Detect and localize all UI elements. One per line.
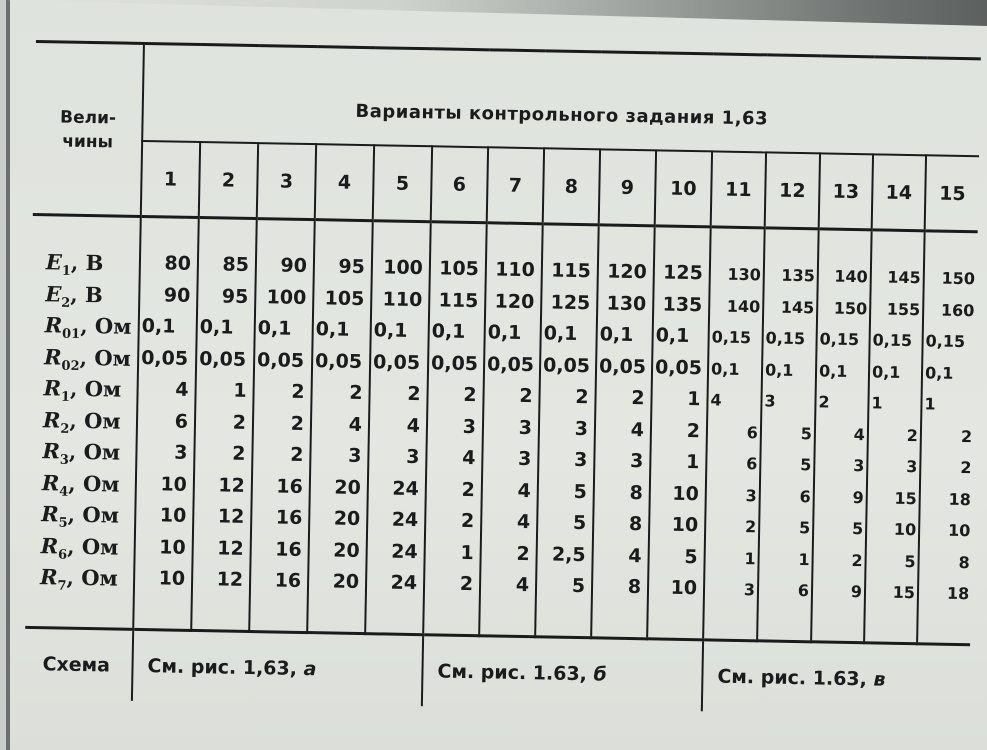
variant-values-column	[647, 226, 711, 640]
value-cell: 2	[960, 426, 973, 446]
variants-table	[24, 40, 981, 716]
variant-values-column	[365, 221, 431, 635]
quantity-subscript: 1	[60, 389, 71, 405]
value-cell: 0,1	[818, 360, 848, 381]
quantity-subscript: 2	[61, 295, 71, 311]
quantity-label	[41, 498, 135, 531]
value-cell: 10	[158, 567, 186, 590]
value-cell: 6	[746, 454, 758, 474]
quantity-label	[43, 372, 137, 405]
value-cell: 120	[606, 260, 648, 284]
quantity-symbol: R	[43, 343, 62, 370]
quantity-symbol: R	[43, 375, 62, 401]
value-cell: 20	[334, 476, 362, 499]
value-cell: 1	[798, 549, 810, 569]
value-cell: 0,1	[655, 324, 690, 348]
variant-values-column	[307, 220, 373, 634]
value-cell: 115	[550, 259, 592, 283]
value-cell: 0,05	[198, 347, 247, 371]
value-cell: 3	[629, 449, 644, 473]
variant-number: 12	[765, 153, 820, 229]
value-cell: 3	[745, 485, 757, 505]
variant-number: 4	[315, 145, 374, 221]
value-cell: 24	[391, 540, 418, 563]
value-cell: 5	[904, 551, 916, 571]
quantity-unit: , В	[70, 281, 104, 307]
value-cell: 0,1	[141, 314, 176, 338]
value-cell: 2	[232, 442, 246, 465]
variant-values-column	[864, 230, 925, 644]
quantity-unit: , Ом	[79, 344, 132, 371]
value-cell: 2	[459, 572, 474, 596]
quantities-header-line1: Вели-	[59, 107, 117, 129]
scheme-ref-a-letter: а	[303, 658, 317, 681]
variant-values-column	[757, 228, 819, 642]
value-cell: 140	[834, 266, 868, 287]
quantity-label	[40, 561, 134, 594]
variant-number: 10	[655, 151, 712, 227]
value-cell: 12	[216, 568, 244, 591]
quantity-symbol: R	[40, 532, 59, 558]
value-cell: 0,05	[140, 346, 189, 370]
value-cell: 0,15	[819, 329, 860, 350]
variant-values-column	[917, 231, 978, 645]
quantity-unit: , Ом	[67, 533, 119, 560]
value-cell: 0,1	[373, 319, 408, 342]
value-cell: 95	[221, 284, 249, 308]
value-cell: 4	[853, 424, 866, 444]
value-cell: 110	[494, 258, 536, 282]
variant-number: 11	[711, 152, 766, 228]
value-cell: 10	[670, 576, 698, 600]
value-cell: 3	[764, 391, 776, 411]
value-cell: 10	[671, 513, 699, 537]
quantity-symbol: R	[42, 438, 61, 464]
value-cell: 8	[958, 552, 970, 572]
value-cell: 2	[818, 392, 830, 412]
quantity-unit: , В	[70, 249, 104, 276]
value-cell: 150	[833, 298, 868, 318]
variant-values-column	[591, 225, 655, 639]
value-cell: 3	[573, 448, 588, 472]
value-cell: 150	[941, 268, 976, 289]
value-cell: 0,05	[256, 348, 305, 372]
variant-values-column	[191, 218, 257, 632]
scheme-ref-a-text: См. рис. 1,63,	[147, 655, 304, 681]
value-cell: 10	[947, 520, 971, 541]
variant-values-column	[811, 229, 872, 643]
value-cell: 2	[232, 411, 247, 434]
value-cell: 20	[333, 507, 361, 531]
quantity-unit: , Ом	[66, 564, 119, 591]
value-cell: 4	[461, 446, 476, 470]
value-cell: 2	[460, 509, 475, 533]
variant-values-column	[703, 227, 765, 641]
quantity-label	[45, 278, 139, 311]
value-cell: 3	[743, 580, 756, 600]
value-cell: 2,5	[551, 543, 586, 566]
variant-number: 3	[257, 143, 316, 219]
value-cell: 2	[631, 386, 645, 410]
value-cell: 3	[518, 416, 533, 439]
value-cell: 155	[886, 299, 921, 319]
value-cell: 145	[887, 267, 921, 288]
value-cell: 2	[906, 425, 919, 445]
value-cell: 3	[462, 415, 477, 438]
value-cell: 2	[744, 517, 757, 537]
value-cell: 115	[438, 288, 479, 312]
value-cell: 5	[800, 423, 813, 443]
value-cell: 100	[383, 256, 424, 280]
value-cell: 1	[924, 394, 936, 414]
scheme-label: Схема	[24, 627, 133, 700]
value-cell: 5	[800, 455, 812, 475]
quantity-label	[43, 404, 137, 437]
value-cell: 0,05	[372, 350, 421, 374]
value-cell: 2	[461, 478, 476, 501]
value-cell: 9	[850, 582, 863, 602]
value-cell: 130	[606, 292, 647, 315]
quantity-label	[42, 435, 136, 468]
quantity-label	[40, 530, 134, 563]
scheme-ref-c-text: См. рис. 1.63,	[717, 665, 874, 691]
value-cell: 0,15	[872, 330, 913, 351]
quantity-unit: , Ом	[68, 438, 121, 465]
value-cell: 0,15	[925, 331, 966, 352]
value-cell: 6	[797, 581, 810, 601]
value-cell: 2	[686, 419, 701, 442]
variant-number: 15	[925, 156, 980, 232]
value-cell: 5	[851, 519, 864, 539]
value-cell: 24	[391, 508, 419, 532]
variant-number: 14	[872, 155, 926, 231]
value-cell: 145	[780, 297, 815, 317]
variant-values-column	[133, 216, 199, 630]
value-cell: 20	[333, 539, 360, 562]
variant-values-column	[535, 224, 599, 638]
value-cell: 105	[439, 257, 480, 281]
quantity-symbol: E	[45, 280, 62, 307]
value-cell: 0,1	[315, 318, 350, 341]
values-row	[25, 214, 978, 644]
quantity-symbol: E	[45, 249, 63, 275]
value-cell: 0,05	[314, 349, 363, 373]
quantity-symbol: R	[41, 501, 60, 527]
value-cell: 12	[217, 505, 245, 528]
value-cell: 20	[332, 570, 360, 594]
screen-top-shadow	[6, 0, 987, 26]
value-cell: 5	[798, 518, 811, 538]
value-cell: 80	[164, 252, 192, 275]
value-cell: 135	[781, 265, 815, 286]
quantity-label	[42, 467, 136, 500]
value-cell: 5	[684, 545, 698, 568]
variant-number: 9	[599, 150, 656, 226]
value-cell: 1	[233, 379, 247, 402]
value-cell: 8	[628, 512, 643, 536]
value-cell: 4	[630, 418, 645, 441]
variant-number: 5	[373, 146, 432, 222]
value-cell: 15	[892, 582, 916, 603]
value-cell: 8	[627, 575, 642, 599]
value-cell: 15	[894, 488, 917, 508]
quantity-labels-column	[25, 214, 141, 629]
value-cell: 3	[517, 447, 532, 471]
value-cell: 0,05	[430, 351, 479, 375]
variant-number: 2	[199, 142, 258, 218]
scheme-ref-a	[132, 629, 423, 706]
value-cell: 2	[407, 382, 421, 406]
quantity-symbol: R	[42, 406, 61, 433]
scheme-ref-c-letter: в	[873, 668, 886, 691]
value-cell: 10	[160, 472, 188, 496]
value-cell: 3	[574, 417, 589, 440]
quantity-subscript: 01	[61, 326, 81, 343]
quantity-unit: , Ом	[69, 375, 122, 402]
value-cell: 0,15	[711, 327, 752, 348]
value-cell: 0,1	[924, 362, 954, 383]
value-cell: 3	[906, 457, 918, 477]
value-cell: 10	[672, 482, 699, 505]
value-cell: 12	[218, 473, 246, 497]
variant-values-column	[479, 223, 543, 637]
value-cell: 0,1	[431, 320, 466, 343]
value-cell: 2	[290, 412, 305, 435]
value-cell: 0,05	[654, 355, 703, 379]
quantity-subscript: 1	[61, 263, 71, 279]
value-cell: 1	[687, 387, 701, 411]
value-cell: 18	[946, 583, 970, 604]
value-cell: 2	[349, 381, 363, 405]
value-cell: 2	[960, 458, 972, 478]
value-cell: 135	[662, 293, 703, 316]
quantity-unit: , Ом	[69, 407, 121, 434]
variant-number: 13	[819, 154, 873, 230]
quantity-symbol: R	[39, 564, 58, 590]
variant-number: 8	[543, 149, 600, 225]
value-cell: 4	[348, 413, 363, 436]
value-cell: 4	[628, 544, 642, 567]
value-cell: 2	[851, 550, 863, 570]
value-cell: 0,1	[764, 359, 794, 380]
value-cell: 0,05	[486, 352, 535, 376]
quantities-header	[33, 41, 144, 216]
value-cell: 3	[405, 445, 420, 469]
variant-number: 7	[487, 148, 544, 224]
value-cell: 1	[460, 541, 474, 564]
quantities-header-line2: чины	[62, 131, 114, 153]
value-cell: 110	[382, 287, 423, 311]
value-cell: 6	[799, 486, 811, 506]
value-cell: 0,1	[871, 361, 901, 382]
quantity-subscript: 02	[61, 358, 80, 374]
value-cell: 0,1	[543, 322, 578, 345]
value-cell: 16	[275, 537, 302, 561]
value-cell: 125	[662, 261, 704, 285]
value-cell: 10	[159, 504, 187, 527]
variant-number: 6	[431, 147, 488, 223]
value-cell: 0,1	[487, 321, 522, 344]
value-cell: 4	[516, 510, 531, 534]
value-cell: 90	[163, 283, 191, 307]
value-cell: 6	[174, 410, 189, 433]
value-cell: 3	[853, 456, 865, 476]
variant-values-column	[423, 222, 487, 636]
projection-screen	[6, 0, 987, 750]
value-cell: 85	[222, 253, 250, 276]
value-cell: 100	[266, 285, 307, 309]
quantity-subscript: 3	[59, 452, 69, 468]
value-cell: 140	[726, 296, 761, 316]
value-cell: 2	[575, 385, 589, 409]
value-cell: 0,05	[598, 354, 647, 378]
value-cell: 95	[338, 255, 366, 279]
screen-edge	[6, 0, 10, 750]
value-cell: 0,1	[199, 316, 234, 339]
value-cell: 90	[280, 254, 308, 278]
variants-title-cell	[142, 43, 981, 156]
variant-number: 1	[141, 141, 200, 217]
value-cell: 4	[406, 414, 421, 437]
value-cell: 16	[276, 474, 304, 498]
value-cell: 18	[948, 489, 972, 509]
value-cell: 0,1	[257, 317, 292, 340]
value-cell: 4	[515, 573, 530, 597]
value-cell: 0,15	[765, 328, 806, 349]
quantity-subscript: 5	[58, 515, 68, 531]
quantity-unit: , Ом	[67, 501, 120, 528]
value-cell: 1	[744, 548, 756, 568]
value-cell: 3	[174, 441, 188, 464]
value-cell: 24	[392, 477, 420, 500]
quantity-label	[44, 341, 138, 374]
value-cell: 8	[629, 481, 644, 504]
quantity-unit: , Ом	[80, 312, 132, 339]
scheme-ref-b-text: См. рис. 1.63,	[437, 660, 594, 686]
value-cell: 130	[727, 264, 761, 285]
value-cell: 5	[573, 480, 588, 503]
value-cell: 3	[347, 444, 362, 468]
quantity-subscript: 4	[59, 484, 69, 500]
quantity-label	[44, 309, 138, 342]
value-cell: 2	[291, 380, 305, 403]
value-cell: 10	[893, 519, 917, 540]
value-cell: 2	[290, 443, 304, 466]
value-cell: 2	[519, 384, 533, 408]
variants-table-sheet	[23, 40, 981, 750]
quantity-subscript: 7	[57, 578, 67, 594]
value-cell: 16	[275, 506, 303, 529]
quantity-unit: , Ом	[68, 470, 120, 497]
value-cell: 16	[274, 569, 302, 592]
value-cell: 0,05	[542, 353, 591, 377]
value-cell: 125	[550, 290, 591, 314]
value-cell: 1	[871, 393, 883, 413]
value-cell: 0,1	[710, 358, 740, 379]
value-cell: 4	[175, 378, 189, 401]
quantity-subscript: 2	[60, 421, 70, 437]
value-cell: 4	[517, 479, 532, 502]
value-cell: 5	[572, 511, 587, 535]
value-cell: 12	[217, 536, 244, 560]
variant-values-column	[249, 219, 315, 633]
scheme-ref-b	[422, 635, 703, 712]
quantity-symbol: R	[44, 312, 63, 338]
value-cell: 0,1	[599, 323, 634, 346]
value-cell: 120	[494, 289, 535, 313]
value-cell: 160	[940, 300, 975, 320]
value-cell: 24	[390, 571, 418, 595]
value-cell: 2	[463, 383, 477, 407]
scheme-ref-c	[702, 640, 970, 716]
quantity-subscript: 6	[57, 547, 68, 563]
value-cell: 10	[159, 535, 186, 559]
value-cell: 9	[852, 487, 864, 507]
value-cell: 5	[571, 574, 586, 598]
quantity-label	[46, 246, 140, 279]
scheme-ref-b-letter: б	[593, 663, 607, 686]
value-cell: 6	[746, 422, 759, 442]
value-cell: 1	[685, 450, 700, 474]
quantity-symbol: R	[41, 469, 60, 496]
variants-title: Варианты контрольного задания 1,63	[355, 100, 769, 130]
value-cell: 105	[324, 286, 365, 310]
value-cell: 4	[710, 390, 722, 410]
value-cell: 2	[516, 542, 530, 565]
